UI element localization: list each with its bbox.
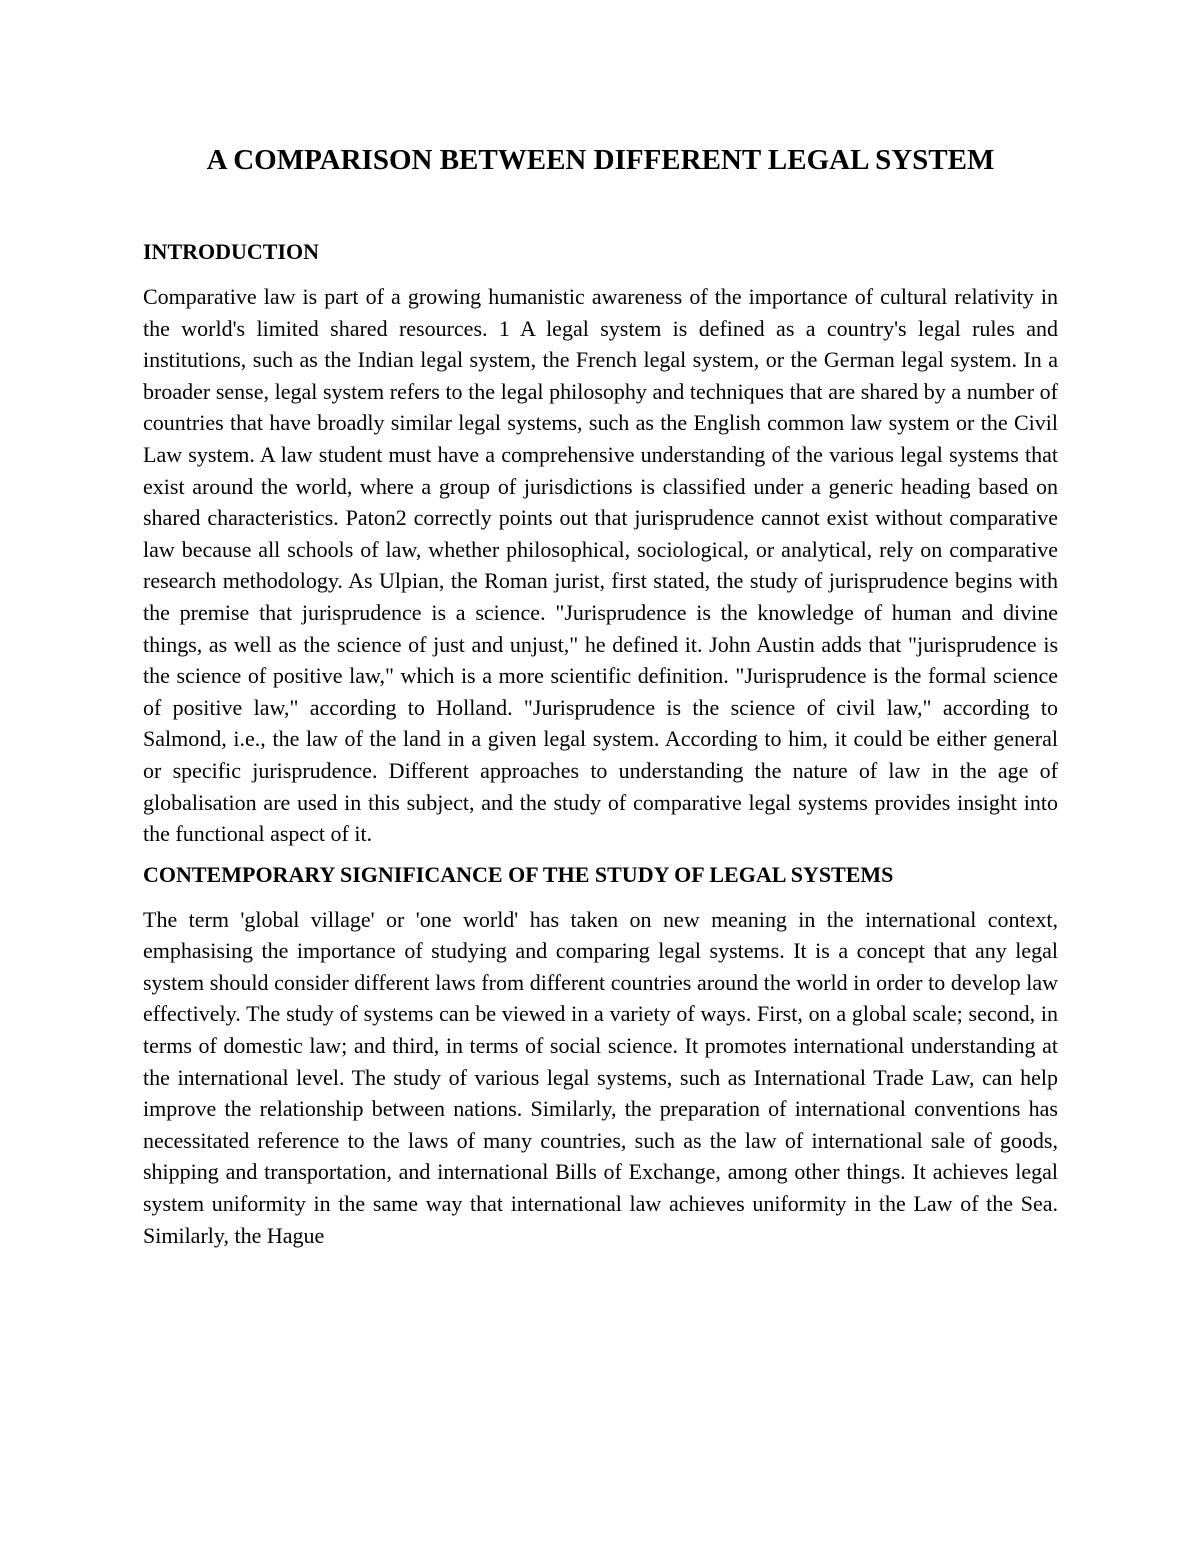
section-heading-introduction: INTRODUCTION bbox=[143, 239, 320, 264]
document-title: A COMPARISON BETWEEN DIFFERENT LEGAL SYSTEM bbox=[206, 144, 995, 176]
introduction-paragraph: Comparative law is part of a growing humanistic awareness of the importance of cultural relativity in the world's limited shared resources. 1 A legal system is defined as a country's legal rules and institutions, such as the Indian legal system, the French legal system, or the German legal system. In a broader sense, legal system refers to the legal philosophy and techniques that are shared by a number of countries that have broadly similar legal systems, such as the English common law system or the Civil Law system. A law student must have a comprehensive understanding of the various legal systems that exist around the world, where a group of jurisdictions is classified under a generic heading based on shared characteristics. Paton2 correctly points out that jurisprudence cannot exist without comparative law because all schools of law, whether philosophical, sociological, or analytical, rely on comparative research methodology. As Ulpian, the Roman jurist, first stated, the study of jurisprudence begins with the premise that jurisprudence is a science. "Jurisprudence is the knowledge of human and divine things, as well as the science of just and unjust," he defined it. John Austin adds that "jurisprudence is the science of positive law," which is a more scientific definition. "Jurisprudence is the formal science of positive law," according to Holland. "Jurisprudence is the science of civil law," according to Salmond, i.e., the law of the land in a given legal system. According to him, it could be either general or specific jurisprudence. Different approaches to understanding the nature of law in the age of globalisation are used in this subject, and the study of comparative legal systems provides insight into the functional aspect of it. bbox=[143, 284, 1058, 847]
page-content bbox=[143, 140, 1058, 1257]
section-heading-contemporary-significance: CONTEMPORARY SIGNIFICANCE OF THE STUDY OF LEGAL SYSTEMS bbox=[143, 861, 894, 887]
contemporary-significance-paragraph: The term 'global village' or 'one world' has taken on new meaning in the international context, emphasising the importance of studying and comparing legal systems. It is a concept that any legal system should consider different laws from different countries around the world in order to develop law effectively. The study of systems can be viewed in a variety of ways. First, on a global scale; second, in terms of domestic law; and third, in terms of social science. It promotes international understanding at the international level. The study of various legal systems, such as International Trade Law, can help improve the relationship between nations. Similarly, the preparation of international conventions has necessitated reference to the laws of many countries, such as the law of international sale of goods, shipping and transportation, and international Bills of Exchange, among other things. It achieves legal system uniformity in the same way that international law achieves uniformity in the Law of the Sea. Similarly, the Hague bbox=[143, 906, 1058, 1248]
